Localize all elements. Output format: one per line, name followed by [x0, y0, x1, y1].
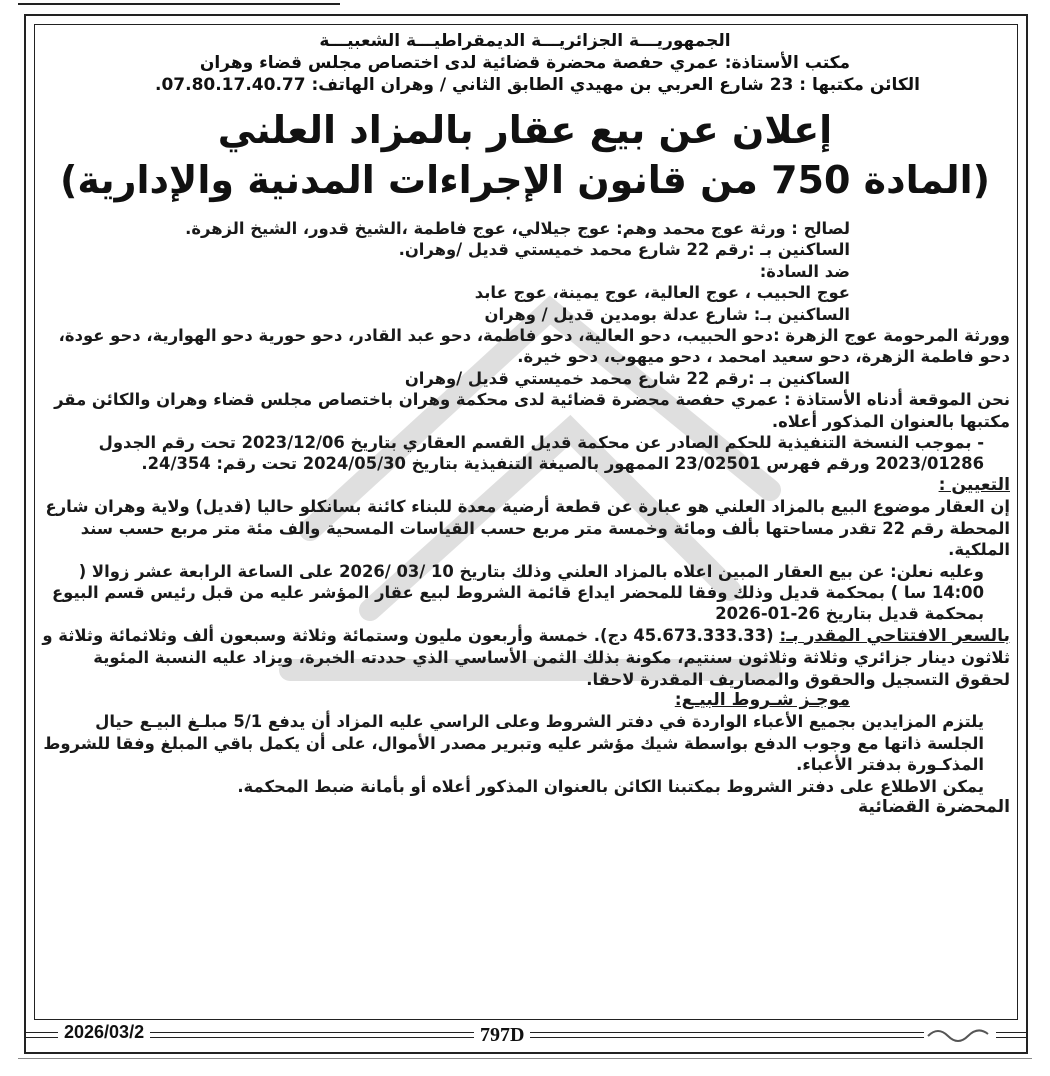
signature: المحضرة القضائية — [857, 796, 1010, 817]
opening-price-heading: بالسعر الافتتاحي المقدر بـ: — [779, 625, 1010, 646]
announcement — [40, 30, 1010, 1015]
terms-heading: موجـز شـروط البيـع: — [674, 689, 850, 710]
against-label: ضد السادة: — [759, 261, 850, 281]
top-rule — [18, 3, 340, 5]
bailiff-statement: نحن الموقعة أدناه الأستاذة : عمري حفصة محضرة قضائية لدى محكمة وهران باختصاص مجلس قضاء وهران والكائن مقر مكتبها بالعنوان المذكور أعلاه. — [54, 390, 1010, 431]
publication-date: 2026/03/2 — [58, 1022, 150, 1043]
opening-price-text: (45.673.333.33 دج). خمسة وأربعون مليون وستمائة وثلاثة وسبعون ألف وثلاثمائة وثلاثة و ثلاثون دينار جزائري وثلاثة وثلاثون سنتيم، مكونة بذلك الثمن الأساسي الذي حددته الخبرة، ويزاد عليه النسبة المئوية لحقوق التسجيل والحقوق والمصاريف المقدرة لاحقا. — [42, 625, 1010, 689]
office-line: مكتب الأستاذة: عمري حفصة محضرة قضائية لدى اختصاص مجلس قضاء وهران — [199, 53, 851, 73]
footer — [24, 1022, 1028, 1046]
consultation-note: يمكن الاطلاع على دفتر الشروط بمكتبنا الكائن بالعنوان المذكور أعلاه أو بأمانة ضبط المحكمة. — [237, 776, 984, 796]
judgment-reference: - بموجب النسخة التنفيذية للحكم الصادر عن محكمة قديل القسم العقاري بتاريخ 2023/12/06 تحت رقم الجدول 2023/01286 ورقم فهرس 23/02501 الممهور بالصيغة التنفيذية بتاريخ 2024/05/30 تحت رقم: 24/354. — [98, 433, 984, 474]
terms-paragraph: يلتزم المزايدين بجميع الأعباء الواردة في دفتر الشروط وعلى الراسي عليه المزاد أن يدفع 5/1 مبلـغ البيـع حيال الجلسة ذاتها مع وجوب الدفع بواسطة شيك مؤشر عليه وتبرير مصدر الأموال، على أن يكمل باقي المبلغ وفقا للشروط المذكـورة بدفتر الأعباء. — [43, 712, 984, 775]
page-subtitle: (المادة 750 من قانون الإجراءات المدنية والإدارية) — [59, 158, 991, 202]
designation-heading: التعيين : — [938, 474, 1010, 495]
address-line: الكائن مكتبها : 23 شارع العربي بن مهيدي الطابق الثاني / وهران الهاتف: 07.80.17.40.77. — [154, 75, 920, 95]
beneficiaries-address: الساكنين بـ :رقم 22 شارع محمد خميستي قديل /وهران. — [398, 240, 850, 260]
bottom-rule — [18, 1058, 1032, 1059]
heirs-address: الساكنين بـ :رقم 22 شارع محمد خميستي قديل /وهران — [404, 368, 850, 388]
sale-date-paragraph: وعليه نعلن: عن بيع العقار المبين اعلاه بالمزاد العلني وذلك بتاريخ 10 /03 /2026 على الساعة الرابعة عشر زوالا ( 14:00 سا ) بمحكمة قديل وذلك وفقا للمحضر ايداع قائمة الشروط لبيع عقار المؤشر عليه من قبل رئيس قسم البيوع بمحكمة قديل بتاريخ 26-01-2026 — [51, 561, 984, 624]
republic-header: الجمهوريـــة الجزائريـــة الديمقراطيـــة الشعبيـــة — [319, 31, 731, 51]
page-title: إعلان عن بيع عقار بالمزاد العلني — [217, 108, 833, 152]
beneficiaries: لصالح : ورثة عوج محمد وهم: عوج جيلالي، عوج فاطمة ،الشيخ قدور، الشيخ الزهرة. — [185, 219, 850, 238]
property-description: إن العقار موضوع البيع بالمزاد العلني هو عبارة عن قطعة أرضية معدة للبناء كائنة بسانكلو حاليا (قديل) ولاية وهران شارع المحطة رقم 22 تقدر مساحتها بألف ومائة وخمسة متر مربع حسب القياسات المسحية والف مئة متر مربع حسب سند الملكية. — [45, 497, 1010, 560]
defendants: عوج الحبيب ، عوج العالية، عوج يمينة، عوج عابد — [474, 283, 850, 303]
heirs-paragraph: وورثة المرحومة عوج الزهرة :دحو الحبيب، دحو العالية، دحو فاطمة، دحو عبد القادر، دحو حورية دحو الهوارية، دحو عودة، دحو فاطمة الزهرة، دحو سعيد امحمد ، دحو ميهوب، دحو خيرة. — [58, 326, 1010, 367]
newspaper-logo-icon — [924, 1024, 996, 1042]
announcement-body — [40, 218, 1010, 818]
announcement-number: 797D — [474, 1024, 530, 1047]
defendants-address: الساكنين بـ: شارع عدلة بومدين قديل / وهران — [484, 304, 850, 324]
